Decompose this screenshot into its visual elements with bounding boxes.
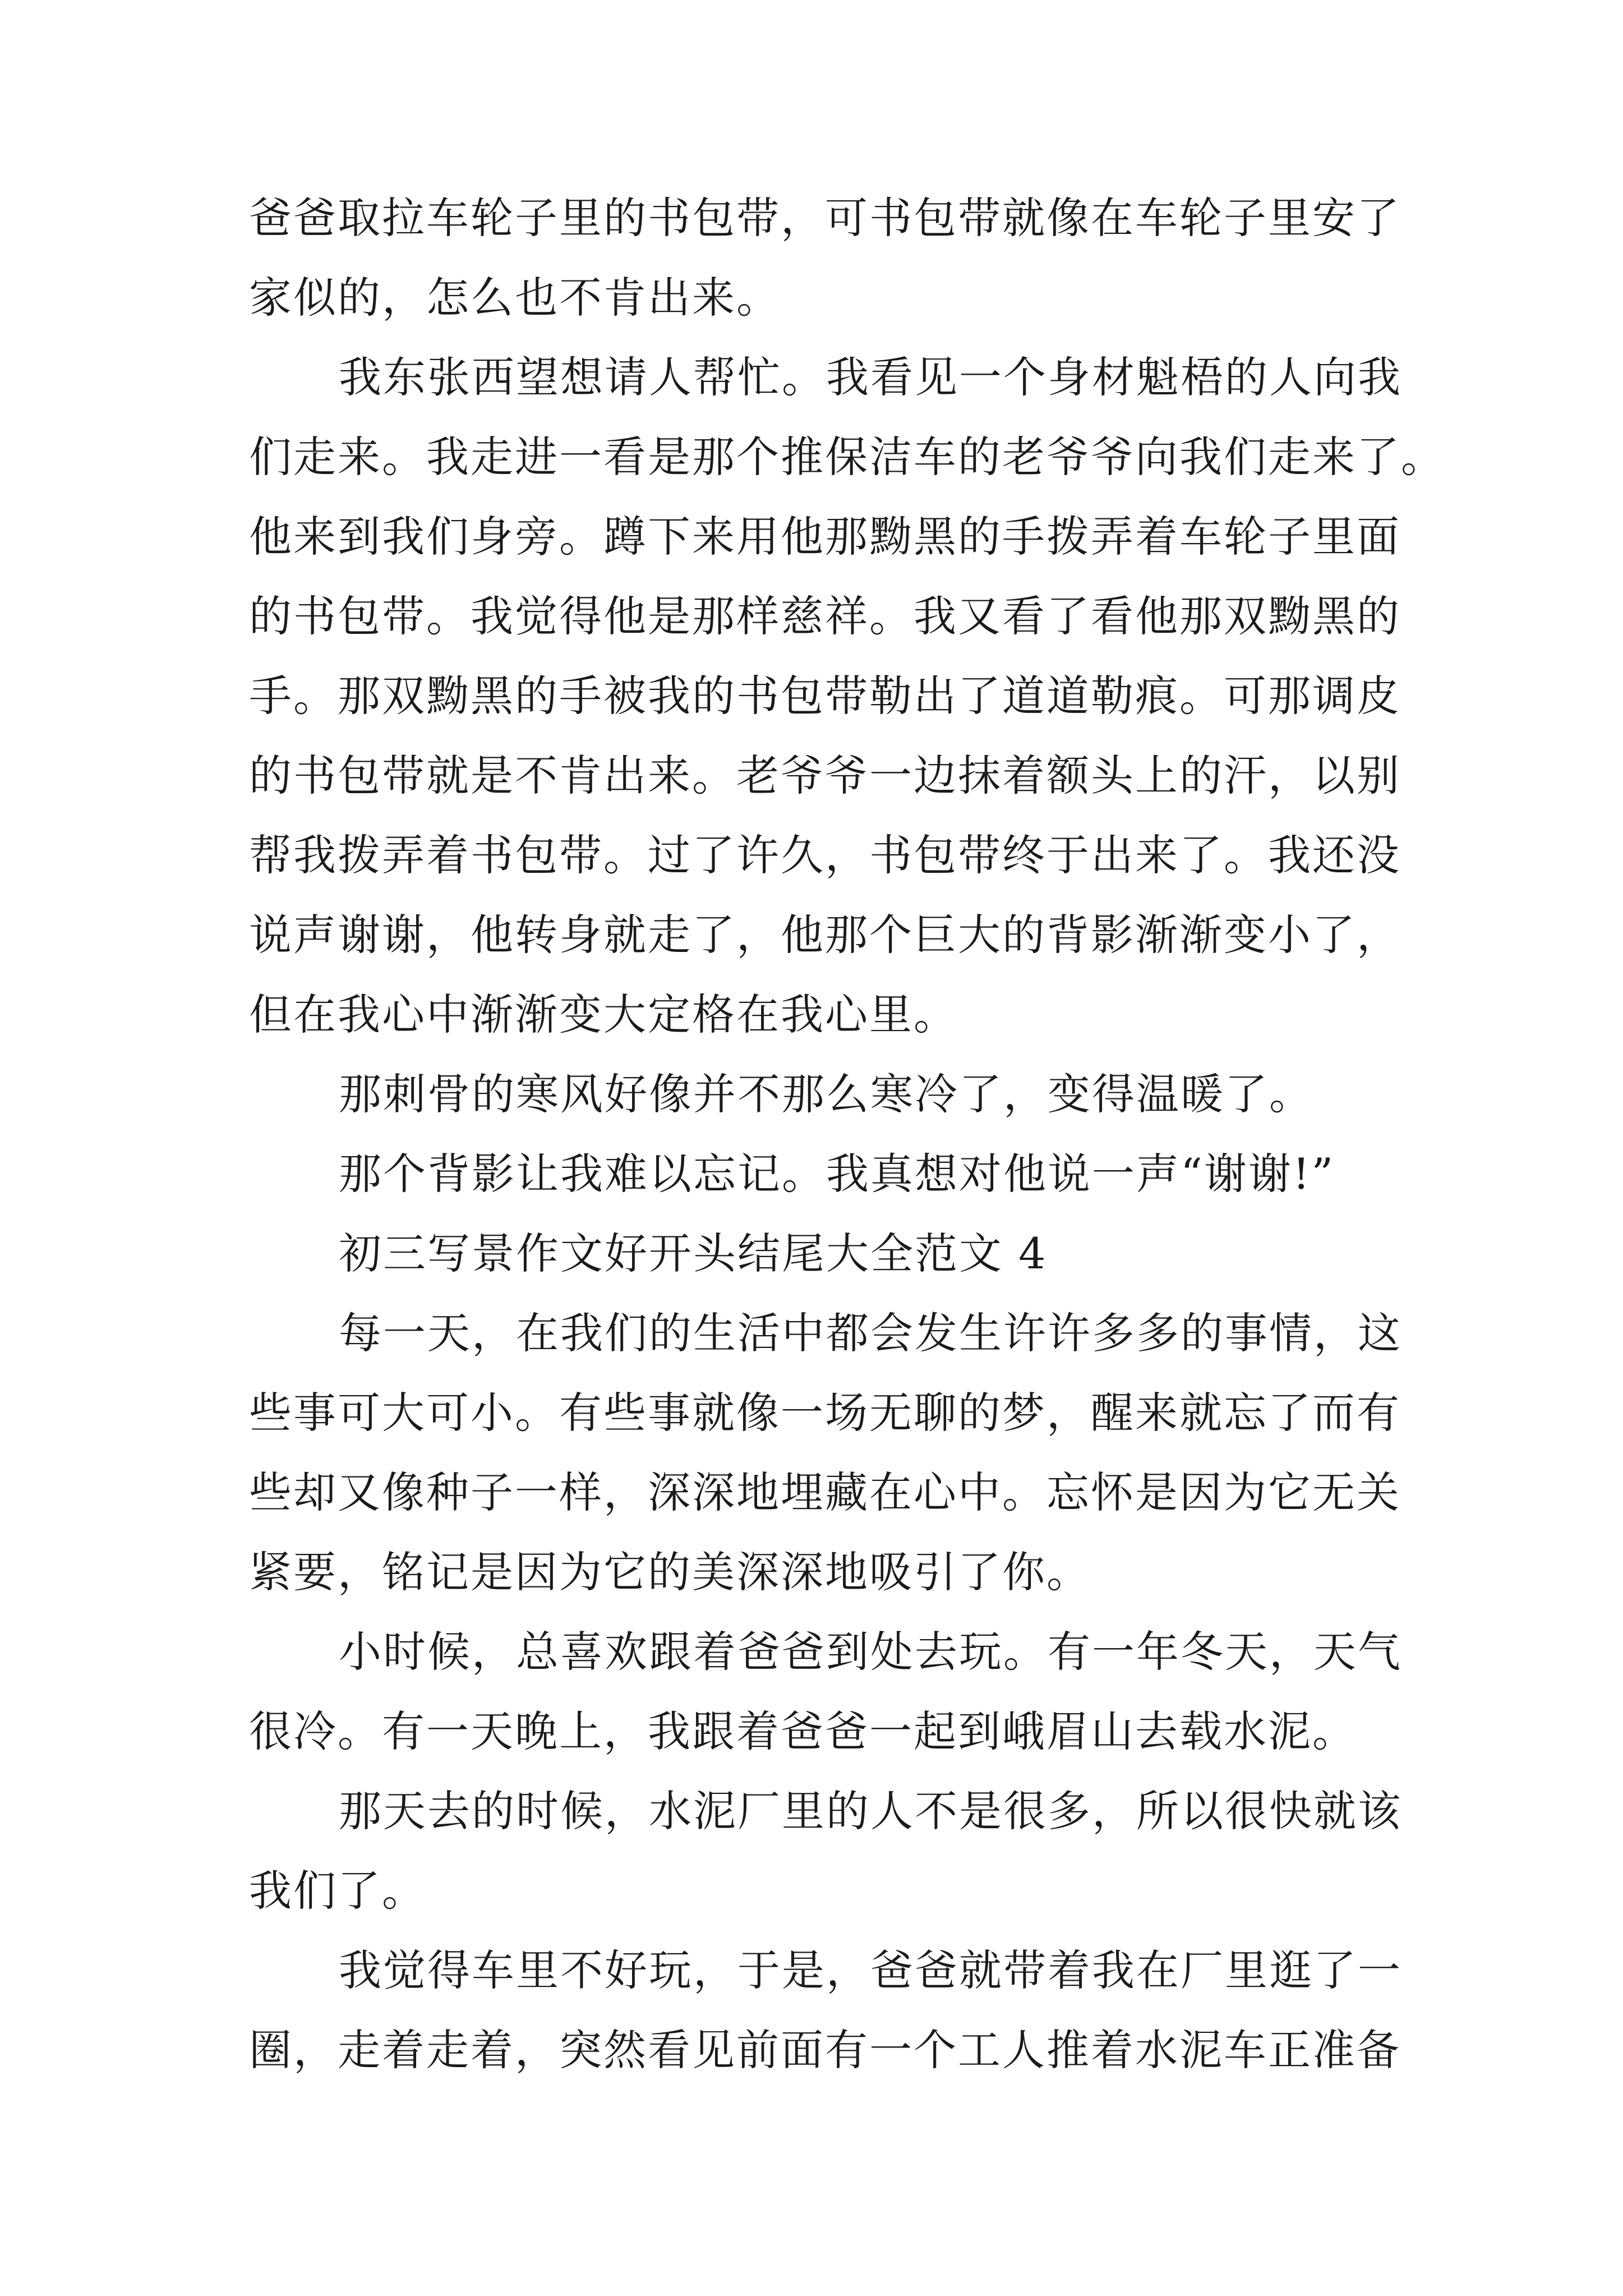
text-line: 我觉得车里不好玩，于是，爸爸就带着我在厂里逛了一: [339, 1945, 1402, 1995]
text-line: 们走来。我走进一看是那个推保洁车的老爷爷向我们走来了。: [249, 432, 1445, 482]
text-line: 紧要，铭记是因为它的美深深地吸引了你。: [249, 1547, 1091, 1597]
text-line: 些事可大可小。有些事就像一场无聊的梦，醒来就忘了而有: [249, 1388, 1401, 1438]
text-line: 帮我拨弄着书包带。过了许久，书包带终于出来了。我还没: [249, 830, 1401, 880]
text-line: 圈，走着走着，突然看见前面有一个工人推着水泥车正准备: [249, 2025, 1401, 2075]
text-line: 家似的，怎么也不肯出来。: [249, 273, 781, 323]
text-line: 爸爸取拉车轮子里的书包带，可书包带就像在车轮子里安了: [249, 193, 1401, 243]
text-line: 手。那双黝黑的手被我的书包带勒出了道道勒痕。可那调皮: [249, 671, 1401, 721]
text-line: 每一天，在我们的生活中都会发生许许多多的事情，这: [339, 1308, 1402, 1358]
text-line: 但在我心中渐渐变大定格在我心里。: [249, 990, 958, 1039]
text-line: 的书包带就是不肯出来。老爷爷一边抹着额头上的汗，以别: [249, 751, 1401, 800]
text-line: 我东张西望想请人帮忙。我看见一个身材魁梧的人向我: [339, 352, 1402, 402]
text-line: 他来到我们身旁。蹲下来用他那黝黑的手拨弄着车轮子里面: [249, 512, 1401, 562]
text-line: 我们了。: [249, 1866, 426, 1916]
text-line: 说声谢谢，他转身就走了，他那个巨大的背影渐渐变小了，: [249, 910, 1401, 960]
text-line: 小时候，总喜欢跟着爸爸到处去玩。有一年冬天，天气: [339, 1627, 1402, 1677]
text-line: 些却又像种子一样，深深地埋藏在心中。忘怀是因为它无关: [249, 1467, 1401, 1517]
text-line: 的书包带。我觉得他是那样慈祥。我又看了看他那双黝黑的: [249, 591, 1401, 641]
text-line: 那天去的时候，水泥厂里的人不是很多，所以很快就该: [339, 1786, 1402, 1836]
text-line: 那个背影让我难以忘记。我真想对他说一声“谢谢!”: [339, 1149, 1335, 1199]
section-heading: 初三写景作文好开头结尾大全范文 4: [339, 1228, 1048, 1278]
text-line: 很冷。有一天晚上，我跟着爸爸一起到峨眉山去载水泥。: [249, 1706, 1357, 1756]
text-line: 那刺骨的寒风好像并不那么寒冷了，变得温暖了。: [339, 1069, 1313, 1119]
document-body: [249, 178, 1445, 2090]
